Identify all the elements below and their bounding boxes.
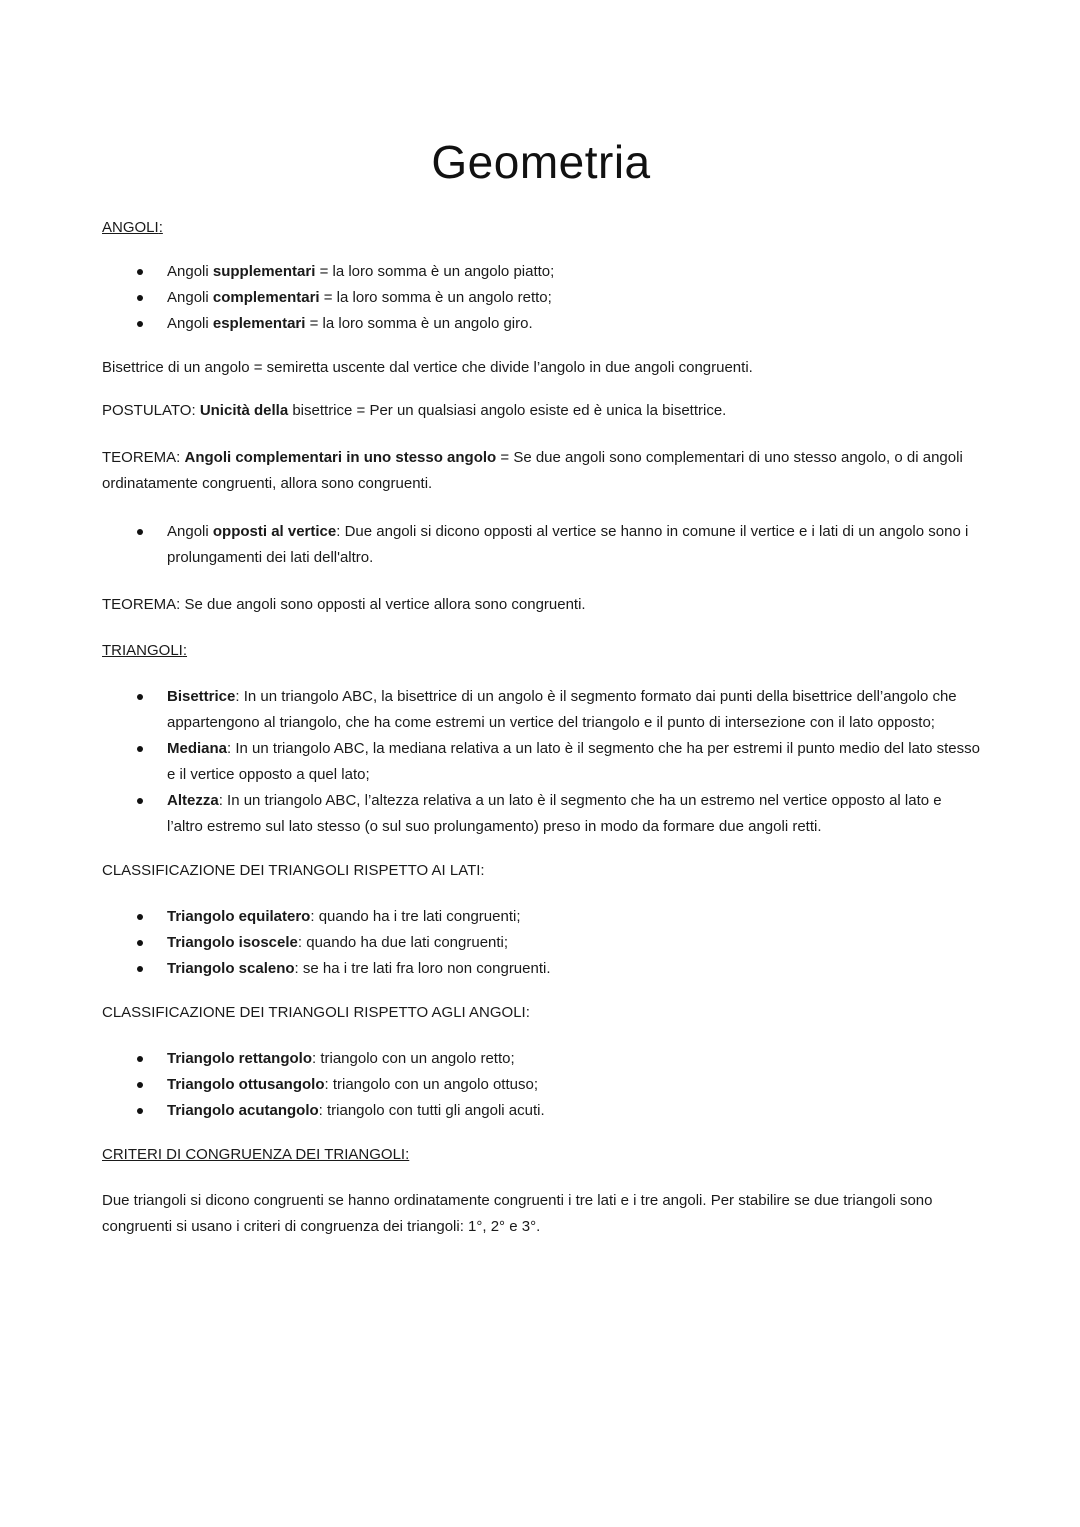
criteri-paragraph: Due triangoli si dicono congruenti se hanno ordinatamente congruenti i tre lati e i tre angoli. Per stabilire se due triangoli sono congruenti si usano i criteri di congruenza dei triangoli: 1°, 2° e 3°. bbox=[102, 1192, 933, 1235]
section-heading-triangoli: TRIANGOLI: bbox=[102, 642, 188, 659]
list-item: Angoli opposti al vertice: Due angoli si dicono opposti al vertice se hanno in comune il vertice e i lati di un angolo sono i prolungamenti dei lati dell'altro. bbox=[102, 519, 980, 571]
section-heading-criteri: CRITERI DI CONGRUENZA DEI TRIANGOLI: bbox=[102, 1146, 410, 1163]
heading-class-lati: CLASSIFICAZIONE DEI TRIANGOLI RISPETTO AI LATI: bbox=[102, 862, 485, 879]
list-item: Angoli esplementari = la loro somma è un angolo giro. bbox=[102, 311, 980, 337]
postulato-paragraph: POSTULATO: Unicità della bisettrice = Per un qualsiasi angolo esiste ed è unica la bisettrice. bbox=[102, 402, 727, 419]
section-triangoli bbox=[102, 640, 980, 840]
section-class-angoli bbox=[102, 1002, 980, 1124]
section-angoli bbox=[102, 217, 980, 618]
list-item: Triangolo rettangolo: triangolo con un angolo retto; bbox=[102, 1046, 980, 1072]
list-opposti bbox=[102, 519, 980, 571]
bisettrice-definition: Bisettrice di un angolo = semiretta uscente dal vertice che divide l’angolo in due angoli congruenti. bbox=[102, 359, 753, 376]
list-item: Triangolo scaleno: se ha i tre lati fra loro non congruenti. bbox=[102, 956, 980, 982]
section-heading-angoli: ANGOLI: bbox=[102, 219, 163, 236]
list-item: Triangolo ottusangolo: triangolo con un angolo ottuso; bbox=[102, 1072, 980, 1098]
section-criteri bbox=[102, 1144, 980, 1240]
teorema-complementari: TEOREMA: Angoli complementari in uno stesso angolo = Se due angoli sono complementari di uno stesso angolo, o di angoli ordinatamente congruenti, allora sono congruenti. bbox=[102, 449, 963, 492]
list-class-lati bbox=[102, 904, 980, 982]
list-item: Angoli supplementari = la loro somma è un angolo piatto; bbox=[102, 259, 980, 285]
list-item: Mediana: In un triangolo ABC, la mediana relativa a un lato è il segmento che ha per estremi il punto medio del lato stesso e il vertice opposto a quel lato; bbox=[102, 736, 980, 788]
section-class-lati bbox=[102, 860, 980, 982]
list-item: Triangolo equilatero: quando ha i tre lati congruenti; bbox=[102, 904, 980, 930]
list-item: Bisettrice: In un triangolo ABC, la bisettrice di un angolo è il segmento formato dai punti della bisettrice dell’angolo che appartengono al triangolo, che ha come estremi un vertice del triangolo e il punto di intersezione con il lato opposto; bbox=[102, 684, 980, 736]
list-item: Angoli complementari = la loro somma è un angolo retto; bbox=[102, 285, 980, 311]
list-item: Altezza: In un triangolo ABC, l’altezza relativa a un lato è il segmento che ha un estremo nel vertice opposto al lato e l’altro estremo sul lato stesso (o sul suo prolungamento) preso in modo da formare due angoli retti. bbox=[102, 788, 980, 840]
list-class-angoli bbox=[102, 1046, 980, 1124]
heading-class-angoli: CLASSIFICAZIONE DEI TRIANGOLI RISPETTO AGLI ANGOLI: bbox=[102, 1004, 530, 1021]
list-item: Triangolo acutangolo: triangolo con tutti gli angoli acuti. bbox=[102, 1098, 980, 1124]
list-item: Triangolo isoscele: quando ha due lati congruenti; bbox=[102, 930, 980, 956]
page-title: Geometria bbox=[431, 136, 651, 188]
teorema-opposti: TEOREMA: Se due angoli sono opposti al vertice allora sono congruenti. bbox=[102, 596, 586, 613]
list-angle-types bbox=[102, 259, 980, 337]
list-triangle-segments bbox=[102, 684, 980, 840]
